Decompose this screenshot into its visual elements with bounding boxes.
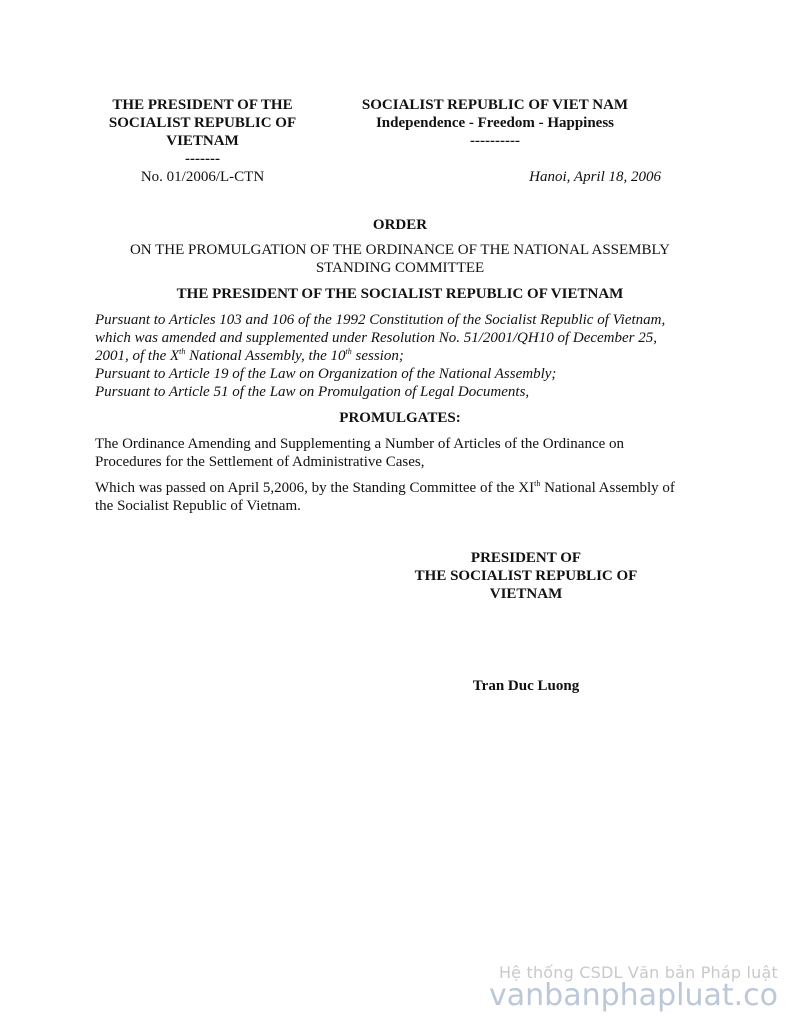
document-subtitle <box>0 241 800 277</box>
subtitle-line-1: ON THE PROMULGATION OF THE ORDINANCE OF THE NATIONAL ASSEMBLY <box>129 242 671 258</box>
issuer-block <box>95 96 310 168</box>
issuer-line-2: SOCIALIST REPUBLIC OF <box>108 115 297 131</box>
issuer-line-1: THE PRESIDENT OF THE <box>112 97 293 113</box>
watermark-site: vanbanphapluat.co <box>489 978 778 1013</box>
pursuant-text-b: National Assembly, the 10 <box>185 348 346 364</box>
signature-title-line-1: PRESIDENT OF <box>470 550 582 566</box>
pursuant-clauses <box>95 311 715 401</box>
pursuant-1-line-2: which was amended and supplemented under Resolution No. 51/2001/QH10 of December 25, <box>95 330 658 346</box>
issuer-divider: ------- <box>185 151 220 167</box>
body-paragraph-1-line-1: The Ordinance Amending and Supplementing a Number of Articles of the Ordinance on <box>95 436 625 452</box>
signature-block <box>390 549 662 603</box>
authority-heading: THE PRESIDENT OF THE SOCIALIST REPUBLIC OF VIETNAM <box>176 286 624 302</box>
body-paragraph-1-line-2: Procedures for the Settlement of Administrative Cases, <box>95 454 425 470</box>
signature-title-line-2: THE SOCIALIST REPUBLIC OF <box>414 568 638 584</box>
place-and-date: Hanoi, April 18, 2006 <box>529 169 661 185</box>
pursuant-1-line-1: Pursuant to Articles 103 and 106 of the 1992 Constitution of the Socialist Republic of Vietnam, <box>95 312 666 328</box>
issuer-line-3: VIETNAM <box>166 133 239 149</box>
body-text-b: National Assembly of <box>540 480 675 496</box>
ordinal-superscript: th <box>179 347 186 356</box>
body-text-a: Which was passed on April 5,2006, by the Standing Committee of the XI <box>95 480 535 496</box>
signature-title-line-3: VIETNAM <box>489 586 563 602</box>
national-header <box>330 96 660 150</box>
pursuant-1-line-3 <box>95 347 715 365</box>
document-title: ORDER <box>372 217 428 233</box>
watermark-caption: Hệ thống CSDL Văn bản Pháp luật <box>498 963 778 982</box>
pursuant-2: Pursuant to Article 19 of the Law on Organization of the National Assembly; <box>95 366 557 382</box>
national-motto: Independence - Freedom - Happiness <box>375 115 615 131</box>
body-paragraph-2-line-1 <box>95 479 725 497</box>
body-paragraph-2-line-2: the Socialist Republic of Vietnam. <box>95 498 301 514</box>
motto-divider: ---------- <box>470 133 520 149</box>
pursuant-text-a: 2001, of the X <box>95 348 180 364</box>
country-name: SOCIALIST REPUBLIC OF VIET NAM <box>361 97 629 113</box>
signatory-name: Tran Duc Luong <box>472 678 580 694</box>
pursuant-text-c: session; <box>351 348 404 364</box>
document-number: No. 01/2006/L-CTN <box>140 169 265 185</box>
ordinal-superscript: th <box>534 479 541 488</box>
subtitle-line-2: STANDING COMMITTEE <box>315 260 485 276</box>
body-paragraph-1 <box>95 435 715 471</box>
pursuant-3: Pursuant to Article 51 of the Law on Promulgation of Legal Documents, <box>95 384 530 400</box>
body-paragraph-2 <box>95 479 725 515</box>
promulgates-heading: PROMULGATES: <box>339 410 461 426</box>
ordinal-superscript: th <box>345 347 352 356</box>
